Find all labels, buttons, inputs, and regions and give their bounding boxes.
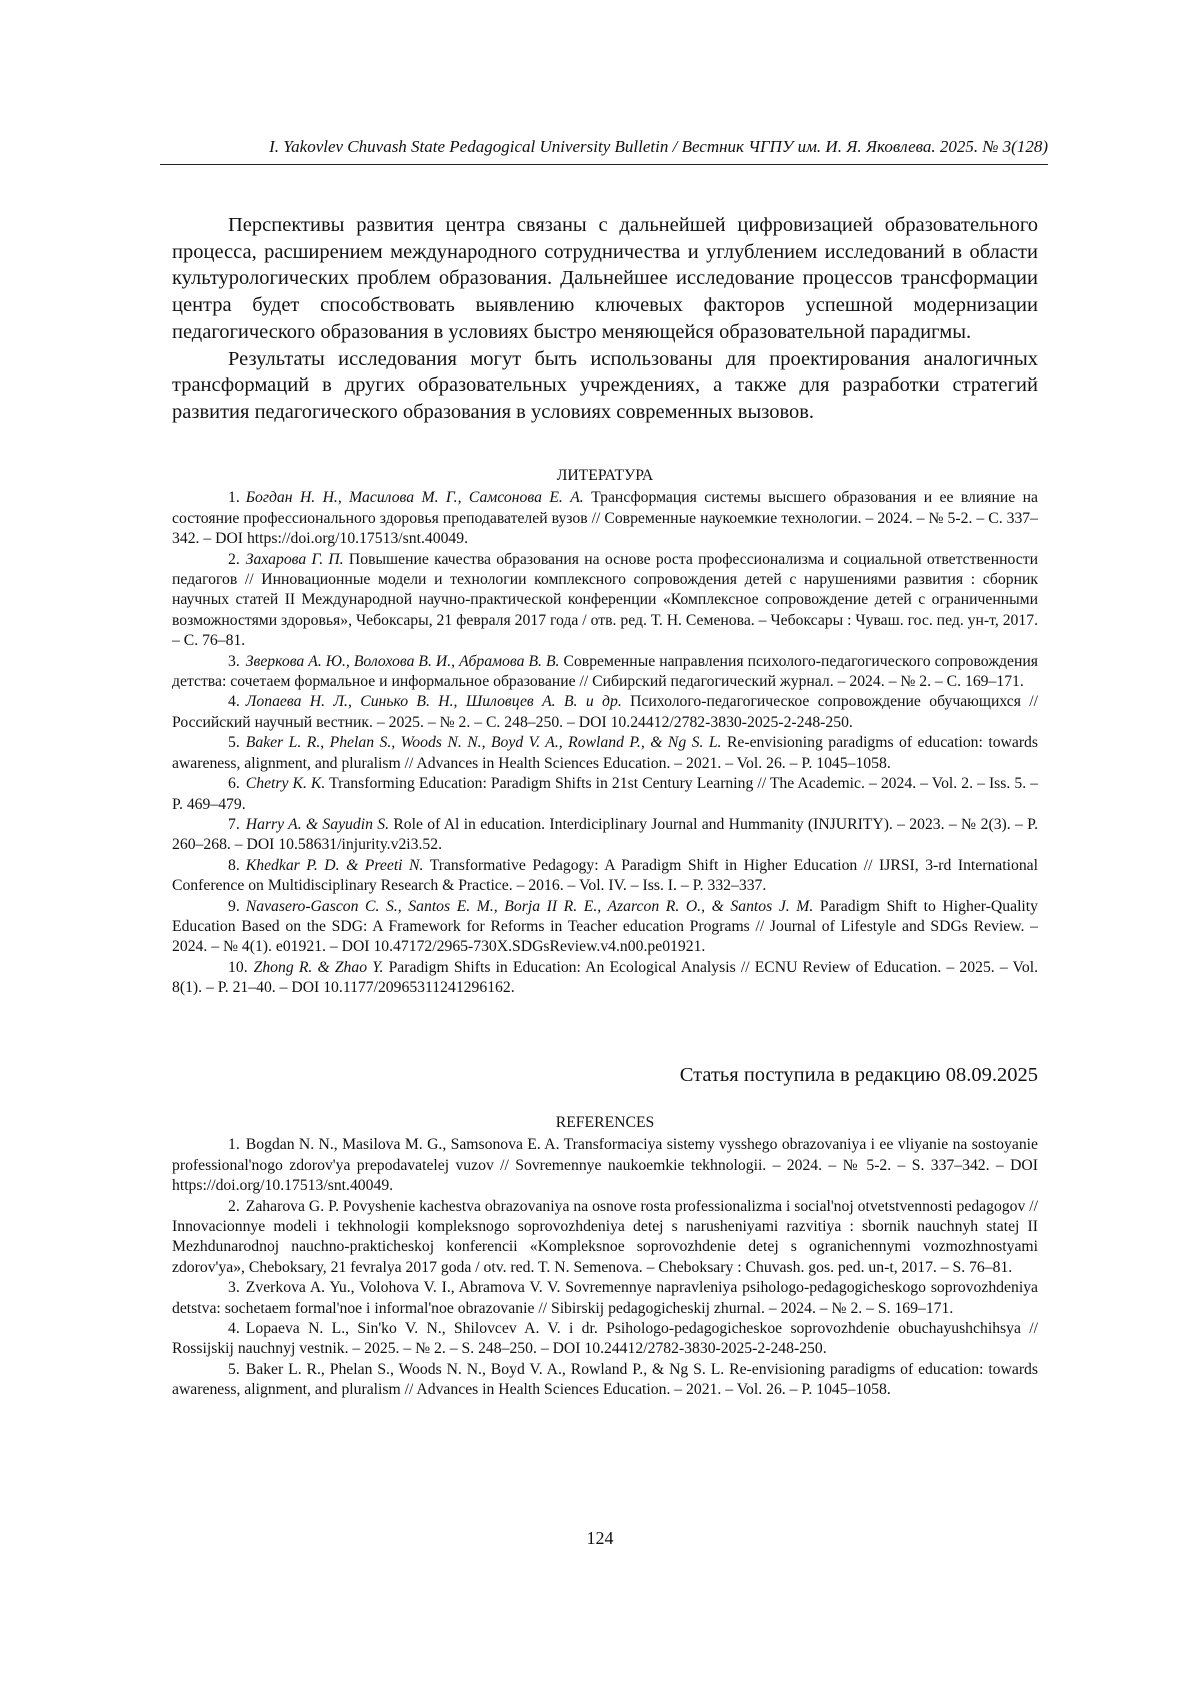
item-text: Bogdan N. N., Masilova M. G., Samsonova E. A. Transformaciya sistemy vysshego obrazovaniya i ee vliyanie na sostoyanie professional'nogo zdorov'ya prepodavatelej vuzov // Sovremennye naukoemkie tekhnologii. – 2024. – № 5-2. – S. 337–342. – DOI https://doi.org/10.17513/snt.40049. <box>172 1136 1038 1195</box>
body-paragraph: Результаты исследования могут быть использованы для проектирования аналогичных трансформаций в других образовательных учреждениях, а также для разработки стратегий развития педагогического образования в условиях современных вызовов. <box>172 347 1038 423</box>
literature-item <box>172 652 1038 693</box>
literature-item <box>172 733 1038 774</box>
running-header: I. Yakovlev Chuvash State Pedagogical University Bulletin / Вестник ЧГПУ им. И. Я. Яковлева. 2025. № 3(128) <box>269 137 1048 156</box>
item-description: Transformative Pedagogy: A Paradigm Shift in Higher Education // IJRSI, 3-rd International Conference on Multidisciplinary Research & Practice. – 2016. – Vol. IV. – Iss. I. – P. 332–337. <box>172 856 1038 895</box>
item-number: 4. <box>228 1320 240 1338</box>
reference-item <box>172 1135 1038 1196</box>
item-number: 3. <box>228 652 240 670</box>
item-authors: Zhong R. & Zhao Y. <box>253 958 384 976</box>
item-description: Психолого-педагогическое сопровождение обучающихся // Российский научный вестник. – 2025. – № 2. – С. 248–250. – DOI 10.24412/2782-3830-2025-2-248-250. <box>172 693 1039 731</box>
item-text: Lopaeva N. L., Sin'ko V. N., Shilovcev A. V. i dr. Psihologo-pedagogicheskoe soprovozhdenie obuchayushchihsya // Rossijskij nauchnyj vestnik. – 2025. – № 2. – S. 248–250. – DOI 10.24412/2782-3830-2025-2-248-250. <box>172 1320 1038 1358</box>
page-number: 124 <box>586 1528 614 1548</box>
literature-item <box>172 856 1038 897</box>
item-text: Zverkova A. Yu., Volohova V. I., Abramova V. V. Sovremennye napravleniya psihologo-pedagogicheskogo soprovozhdeniya detstva: sochetaem formal'noe i informal'noe obrazovanie // Sibirskij pedagogicheskij zhurnal. – 2024. – № 2. – S. 169–171. <box>172 1279 1038 1317</box>
literature-item <box>172 897 1038 958</box>
item-authors: Зверкова А. Ю., Волохова В. И., Абрамова В. В. <box>245 652 560 670</box>
item-authors: Chetry K. K. <box>245 775 326 793</box>
item-authors: Baker L. R., Phelan S., Woods N. N., Boyd V. A., Rowland P., & Ng S. L. <box>245 734 722 752</box>
item-number: 9. <box>228 897 240 915</box>
item-description: Повышение качества образования на основе роста профессионализма и социальной ответственности педагогов // Инновационные модели и технологии комплексного сопровождения детей с нарушениями развития : сборник научных статей II Международной научно-практической конференции «Комплексное сопровождение детей с ограниченными возможностями здоровья», Чебоксары, 21 февраля 2017 года / отв. ред. Т. Н. Семенова. – Чебоксары : Чуваш. гос. пед. ун-т, 2017. – С. 76–81. <box>172 550 1039 650</box>
item-number: 4. <box>228 693 240 711</box>
reference-item <box>172 1197 1038 1279</box>
literature-item <box>172 550 1038 652</box>
item-authors: Harry A. & Sayudin S. <box>245 815 390 833</box>
literature-item <box>172 692 1038 733</box>
item-number: 5. <box>228 1360 240 1378</box>
body-paragraph: Перспективы развития центра связаны с дальнейшей цифровизацией образовательного процесса, расширением международного сотрудничества и углублением исследований в области культурологических проблем образования. Дальнейшее исследование процессов трансформации центра будет способствовать выявлению ключевых факторов успешной модернизации педагогического образования в условиях быстро меняющейся образовательной парадигмы. <box>172 214 1038 343</box>
item-number: 3. <box>228 1279 240 1297</box>
references-section <box>172 1113 1038 1401</box>
item-authors: Богдан Н. Н., Масилова М. Г., Самсонова Е. А. <box>245 489 584 507</box>
received-date-note: Статья поступила в редакцию 08.09.2025 <box>679 1064 1038 1086</box>
item-description: Paradigm Shifts in Education: An Ecological Analysis // ECNU Review of Education. – 2025. – Vol. 8(1). – P. 21–40. – DOI 10.1177/20965311241296162. <box>172 958 1038 997</box>
article-body <box>172 212 1038 426</box>
item-text: Baker L. R., Phelan S., Woods N. N., Boyd V. A., Rowland P., & Ng S. L. Re-envisioning paradigms of education: towards awareness, alignment, and pluralism // Advances in Health Sciences Education. – 2021. – Vol. 26. – P. 1045–1058. <box>172 1360 1038 1399</box>
item-number: 2. <box>228 550 240 568</box>
item-authors: Khedkar P. D. & Preeti N. <box>245 856 424 874</box>
literature-item <box>172 774 1038 815</box>
item-description: Transforming Education: Paradigm Shifts in 21st Century Learning // The Academic. – 2024. – Vol. 2. – Iss. 5. – P. 469–479. <box>172 775 1039 813</box>
item-number: 10. <box>228 958 248 976</box>
literature-item <box>172 815 1038 856</box>
item-number: 1. <box>228 1136 240 1154</box>
literature-item <box>172 958 1038 999</box>
item-number: 2. <box>228 1197 240 1215</box>
item-description: Role of Al in education. Interdiciplinary Journal and Hummanity (INJURITY). – 2023. – № 2(3). – P. 260–268. – DOI 10.58631/injurity.v2i3.52. <box>172 815 1039 854</box>
item-number: 6. <box>228 775 240 793</box>
item-description: Современные направления психолого-педагогического сопровождения детства: сочетаем формальное и информальное образование // Сибирский педагогический журнал. – 2024. – № 2. – С. 169–171. <box>172 652 1039 691</box>
literature-section <box>172 466 1038 999</box>
item-description: Re-envisioning paradigms of education: towards awareness, alignment, and pluralism // Advances in Health Sciences Education. – 2021. – Vol. 26. – P. 1045–1058. <box>172 734 1038 772</box>
item-authors: Navasero-Gascon C. S., Santos E. M., Borja II R. E., Azarcon R. O., & Santos J. M. <box>245 897 814 915</box>
literature-heading: ЛИТЕРАТУРА <box>556 467 654 484</box>
item-number: 1. <box>228 489 240 507</box>
item-number: 5. <box>228 734 240 752</box>
item-authors: Лопаева Н. Л., Синько В. Н., Шиловцев А. В. и др. <box>245 693 622 711</box>
literature-item <box>172 488 1038 549</box>
reference-item <box>172 1360 1038 1401</box>
reference-item <box>172 1319 1038 1360</box>
header-divider <box>160 164 1048 165</box>
item-number: 8. <box>228 856 240 874</box>
reference-item <box>172 1278 1038 1319</box>
references-heading: REFERENCES <box>555 1114 655 1131</box>
item-number: 7. <box>228 815 240 833</box>
item-text: Zaharova G. P. Povyshenie kachestva obrazovaniya na osnove rosta professionalizma i social'noj otvetstvennosti pedagogov // Innovacionnye modeli i tekhnologii kompleksnogo soprovozhdeniya detej s narusheniyami razvitiya : sbornik nauchnyh statej II Mezhdunarodnoj nauchno-prakticheskoj konferencii «Kompleksnoe soprovozhdenie detej s ogranichennymi vozmozhnostyami zdorov'ya», Cheboksary, 21 fevralya 2017 goda / otv. red. T. N. Semenova. – Cheboksary : Chuvash. gos. ped. un-t, 2017. – S. 76–81. <box>172 1197 1038 1276</box>
item-description: Paradigm Shift to Higher-Quality Education Based on the SDG: A Framework for Reforms in Teacher education Programs // Journal of Lifestyle and SDGs Review. – 2024. – № 4(1). e01921. – DOI 10.47172/2965-730X.SDGsReview.v4.n00.pe01921. <box>172 897 1038 956</box>
item-description: Трансформация системы высшего образования и ее влияние на состояние профессионального здоровья преподавателей вузов // Современные наукоемкие технологии. – 2024. – № 5-2. – С. 337–342. – DOI https://doi.org/10.17513/snt.40049. <box>172 489 1038 548</box>
item-authors: Захарова Г. П. <box>245 550 344 568</box>
